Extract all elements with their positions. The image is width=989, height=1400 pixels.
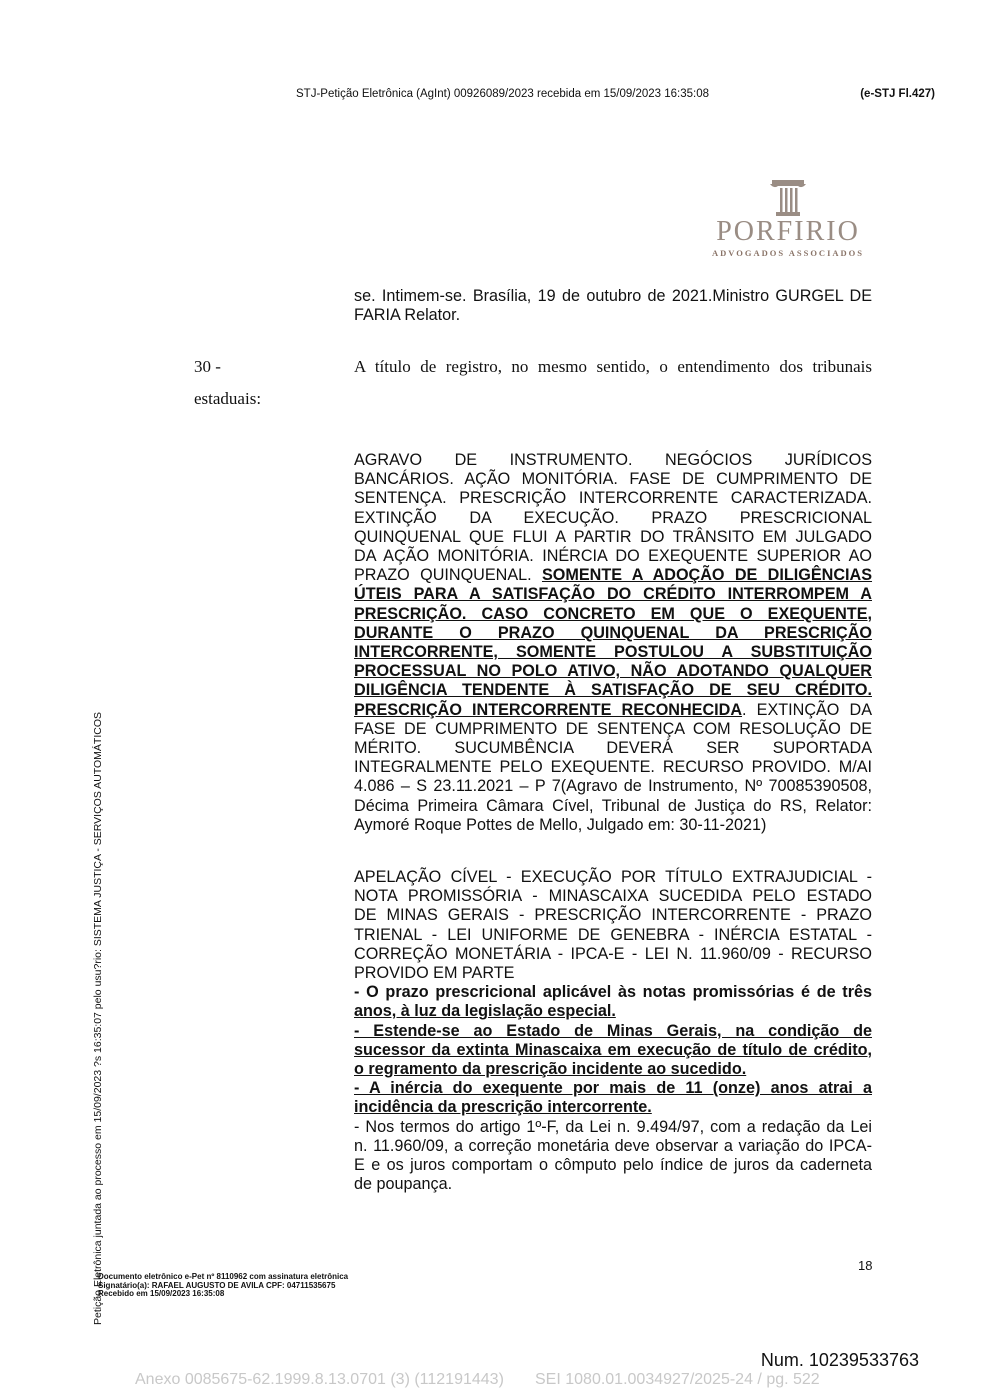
- text-line: n. 11.960/09, a correção monetária deve observar a variação do IPCA-: [354, 1136, 872, 1155]
- footer-line: Signatário(a): RAFAEL AUGUSTO DE AVILA CPF: 04711535675: [98, 1280, 336, 1290]
- text-segment: PRAZO QUINQUENAL.: [354, 566, 532, 585]
- text-segment: . EXTINÇÃO DA: [742, 700, 872, 719]
- text-line: TRIENAL - LEI UNIFORME DE GENEBRA - INÉRCIA ESTATAL -: [354, 925, 872, 944]
- text-line: QUINQUENAL QUE FLUI A PARTIR DO TRÂNSITO EM JULGADO: [354, 527, 872, 546]
- text-line: ÚTEIS PARA A SATISFAÇÃO DO CRÉDITO INTERROMPEM A: [354, 585, 872, 604]
- page-number: 18: [858, 1258, 873, 1273]
- text-line: [354, 566, 872, 585]
- header-text: STJ-Petição Eletrônica (AgInt) 00926089/2023 recebida em 15/09/2023 16:35:08: [296, 88, 710, 100]
- text-line: - Nos termos do artigo 1º-F, da Lei n. 9.494/97, com a redação da Lei: [354, 1117, 872, 1136]
- text-line: de poupança.: [354, 1175, 453, 1194]
- logo-subtitle: ADVOGADOS ASSOCIADOS: [711, 248, 864, 258]
- text-line: MÉRITO. SUCUMBÊNCIA DEVERÁ SER SUPORTADA: [354, 739, 872, 758]
- text-line: DURANTE O PRAZO QUINQUENAL DA PRESCRIÇÃO: [354, 623, 872, 642]
- sidebar-stamp: Petição Eletrônica juntada ao processo em 15/09/2023 ?s 16:35:07 pelo usu?rio: SISTEMA JUSTIÇA - SERVIÇOS AUTOMÁTICOS: [92, 712, 104, 1325]
- text-line: AGRAVO DE INSTRUMENTO. NEGÓCIOS JURÍDICOS: [354, 451, 872, 469]
- paragraph-text: A título de registro, no mesmo sentido, o entendimento dos tribunais: [354, 357, 872, 376]
- quote-agravo: [354, 451, 872, 835]
- text-line: - A inércia do exequente por mais de 11 (onze) anos atrai a: [354, 1079, 872, 1098]
- text-line: - Estende-se ao Estado de Minas Gerais, na condição de: [354, 1021, 872, 1040]
- footer-line: Documento eletrônico e-Pet nº 8110962 com assinatura eletrônica: [98, 1272, 349, 1281]
- text-line: Décima Primeira Câmara Cível, Tribunal de Justiça do RS, Relator:: [354, 796, 872, 815]
- text-line: INTEGRALMENTE PELO EXEQUENTE. RECURSO PROVIDO. M/AI: [354, 758, 872, 777]
- text-line: se. Intimem-se. Brasília, 19 de outubro de 2021.Ministro GURGEL DE: [354, 287, 872, 305]
- text-line: o regramento da prescrição incidente ao sucedido.: [354, 1060, 747, 1079]
- text-line: E e os juros comportam o cômputo pelo índice de juros da caderneta: [354, 1156, 872, 1175]
- quote-apelacao: [354, 868, 872, 1194]
- document-number: Num. 10239533763: [760, 1350, 919, 1370]
- text-line: FASE DE CUMPRIMENTO DE SENTENÇA COM RESOLUÇÃO DE: [354, 719, 872, 738]
- text-line: FARIA Relator.: [354, 306, 461, 325]
- text-line: 4.086 – S 23.11.2021 – P 7(Agravo de Instrumento, Nº 70085390508,: [354, 777, 872, 796]
- text-line: BANCÁRIOS. AÇÃO MONITÓRIA. FASE DE CUMPRIMENTO DE: [354, 470, 872, 489]
- paragraph-continuation: estaduais:: [194, 389, 262, 408]
- text-line: - O prazo prescricional aplicável às notas promissórias é de três: [354, 983, 872, 1002]
- text-line: PROCESSUAL NO POLO ATIVO, NÃO ADOTANDO QUALQUER: [354, 662, 872, 681]
- footer-line: Recebido em 15/09/2023 16:35:08: [98, 1289, 225, 1299]
- text-line: INTERCORRENTE, SOMENTE POSTULOU A SUBSTITUIÇÃO: [354, 643, 872, 662]
- text-line: CORREÇÃO MONETÁRIA - IPCA-E - LEI N. 11.960/09 - RECURSO: [354, 944, 872, 963]
- logo-name: PORFIRIO: [716, 216, 860, 247]
- text-line: PRESCRIÇÃO. CASO CONCRETO EM QUE O EXEQUENTE,: [354, 604, 872, 623]
- text-line: SENTENÇA. PRESCRIÇÃO INTERCORRENTE CARACTERIZADA.: [354, 489, 872, 508]
- text-line: APELAÇÃO CÍVEL - EXECUÇÃO POR TÍTULO EXTRAJUDICIAL -: [354, 868, 872, 886]
- highlighted-text: PRESCRIÇÃO INTERCORRENTE RECONHECIDA: [354, 700, 743, 719]
- text-line: sucessor da extinta Minascaixa em execução de título de crédito,: [354, 1040, 872, 1059]
- footer-signature: [98, 1273, 348, 1299]
- page-stamp: (e-STJ Fl.427): [860, 88, 935, 100]
- firm-logo: [700, 180, 876, 260]
- text-line: DE MINAS GERAIS - PRESCRIÇÃO INTERCORRENTE - PRAZO: [354, 906, 872, 925]
- intro-text: [354, 287, 872, 325]
- text-line: [354, 701, 872, 720]
- text-line: incidência da prescrição intercorrente.: [354, 1098, 652, 1117]
- text-line: NOTA PROMISSÓRIA - MINASCAIXA SUCEDIDA PELO ESTADO: [354, 887, 872, 906]
- text-line: EXTINÇÃO DA EXECUÇÃO. PRAZO PRESCRICIONAL: [354, 508, 872, 527]
- text-line: PROVIDO EM PARTE: [354, 964, 515, 983]
- column-icon: [768, 180, 808, 216]
- text-line: DA AÇÃO MONITÓRIA. INÉRCIA DO EXEQUENTE SUPERIOR AO: [354, 547, 872, 566]
- text-line: Aymoré Roque Pottes de Mello, Julgado em: 30-11-2021): [354, 815, 767, 834]
- highlighted-text: SOMENTE A ADOÇÃO DE DILIGÊNCIAS: [541, 566, 873, 585]
- paragraph-number: 30 -: [194, 357, 221, 376]
- annex-reference: Anexo 0085675-62.1999.8.13.0701 (3) (112191443) SEI 1080.01.0034927/2025-24 / pg. 522: [135, 1371, 820, 1388]
- text-line: DILIGÊNCIA TENDENTE À SATISFAÇÃO DE SEU CRÉDITO.: [354, 681, 872, 700]
- text-line: anos, à luz da legislação especial.: [354, 1002, 616, 1021]
